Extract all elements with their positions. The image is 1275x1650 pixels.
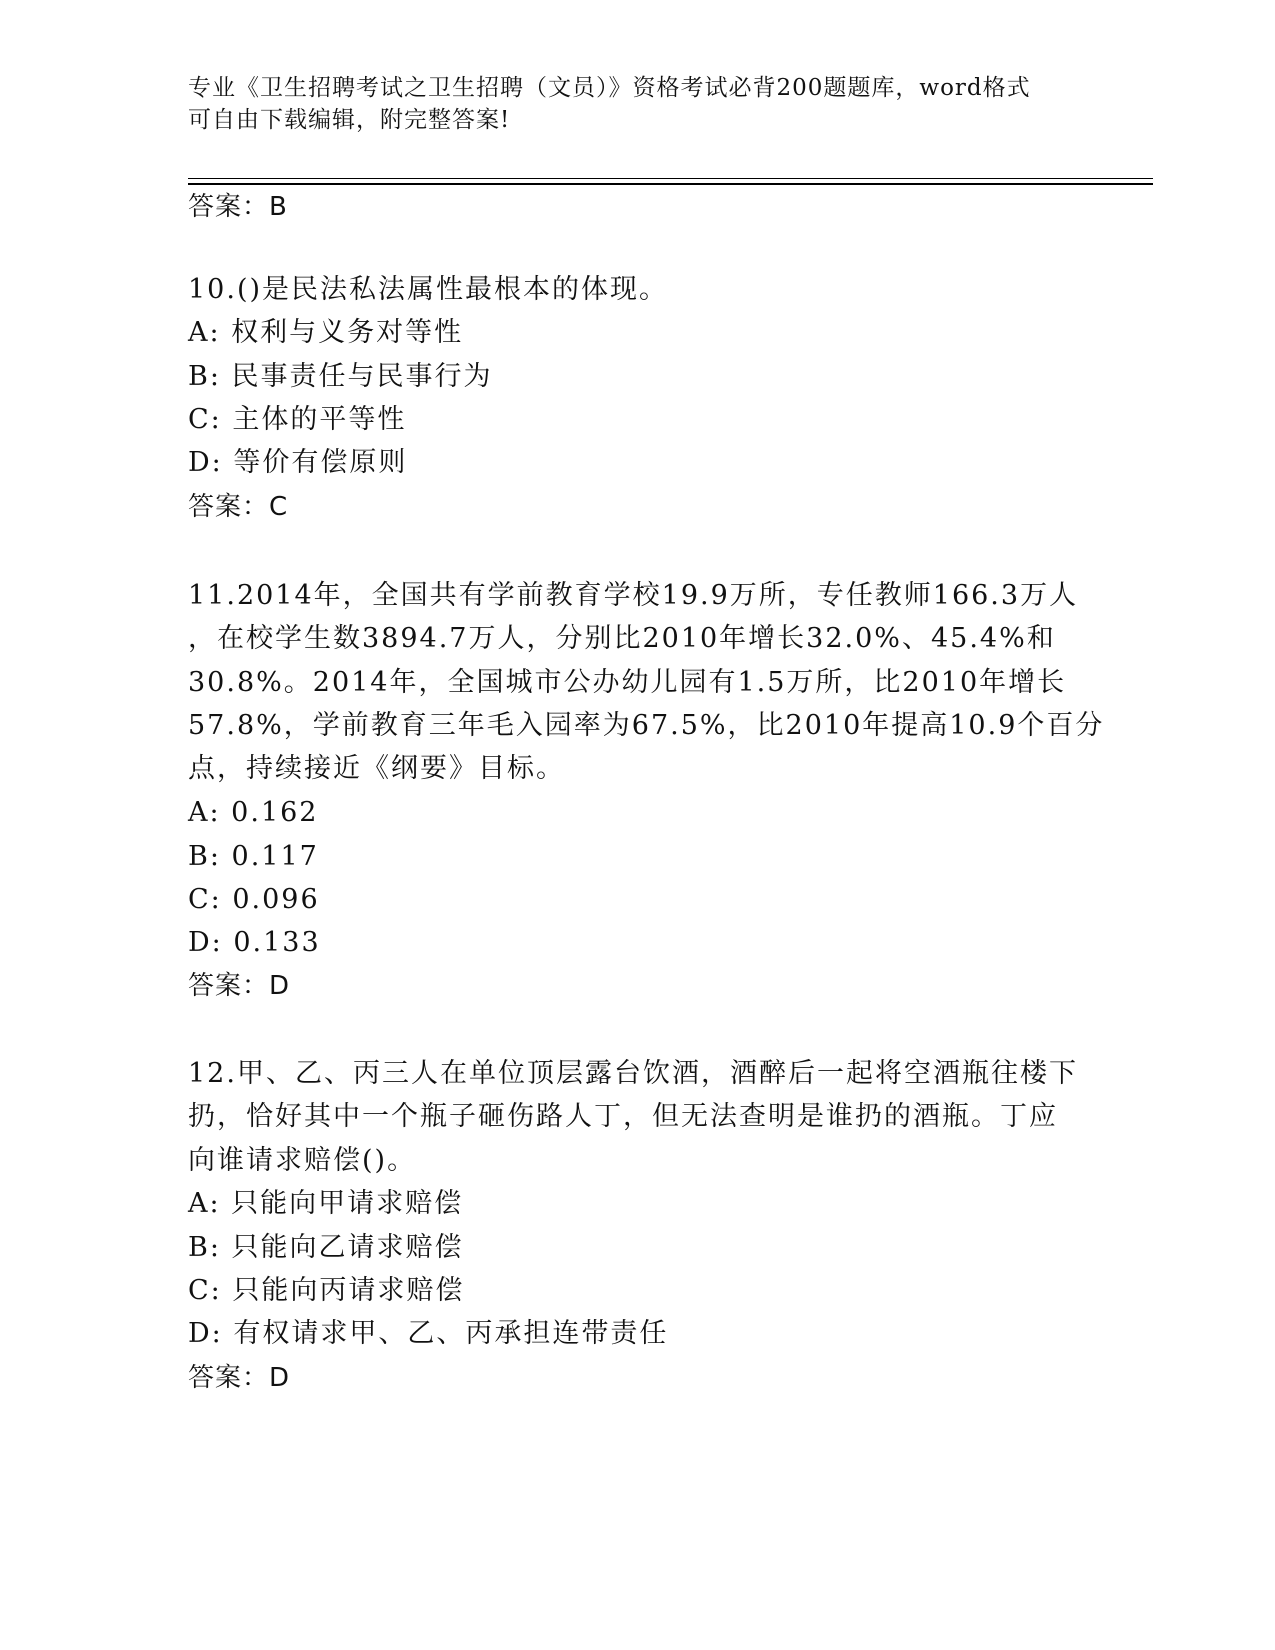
q11-stem-line-5: 点，持续接近《纲要》目标。	[188, 753, 565, 784]
q12-option-d: D: 有权请求甲、乙、丙承担连带责任	[188, 1318, 669, 1349]
q11-stem-line-1: 11.2014年，全国共有学前教育学校19.9万所，专任教师166.3万人	[188, 580, 1079, 611]
q12-answer: 答案：D	[188, 1363, 291, 1393]
q10-option-c: C: 主体的平等性	[188, 404, 407, 435]
q11-stem-line-3: 30.8%。2014年，全国城市公办幼儿园有1.5万所，比2010年增长	[188, 667, 1067, 698]
q10-option-d: D: 等价有偿原则	[188, 447, 408, 478]
q11-option-c: C: 0.096	[188, 884, 320, 915]
q10-stem: 10.()是民法私法属性最根本的体现。	[188, 274, 669, 305]
q10-option-a: A: 权利与义务对等性	[188, 317, 464, 348]
q12-stem-line-2: 扔，恰好其中一个瓶子砸伤路人丁，但无法查明是谁扔的酒瓶。丁应	[188, 1101, 1058, 1132]
q11-answer: 答案：D	[188, 971, 291, 1001]
q10-option-b: B: 民事责任与民事行为	[188, 361, 493, 392]
header-line-1: 专业《卫生招聘考试之卫生招聘（文员）》资格考试必背200题题库，word格式	[188, 75, 1031, 101]
header-line-2: 可自由下载编辑，附完整答案!	[188, 107, 511, 133]
header-divider-thin	[188, 178, 1153, 179]
q11-stem-line-4: 57.8%，学前教育三年毛入园率为67.5%，比2010年提高10.9个百分	[188, 710, 1105, 741]
q11-option-b: B: 0.117	[188, 841, 319, 872]
q12-option-b: B: 只能向乙请求赔偿	[188, 1232, 464, 1263]
q12-option-a: A: 只能向甲请求赔偿	[188, 1188, 464, 1219]
q12-stem-line-1: 12.甲、乙、丙三人在单位顶层露台饮酒，酒醉后一起将空酒瓶往楼下	[188, 1058, 1078, 1089]
previous-question-answer: 答案：B	[188, 192, 288, 222]
q11-stem-line-2: ，在校学生数3894.7万人，分别比2010年增长32.0%、45.4%和	[188, 623, 1056, 654]
q11-option-d: D: 0.133	[188, 927, 321, 958]
q10-answer: 答案：C	[188, 492, 289, 522]
q12-option-c: C: 只能向丙请求赔偿	[188, 1275, 465, 1306]
document-header	[188, 72, 1068, 136]
q11-option-a: A: 0.162	[188, 797, 319, 828]
q12-stem-line-3: 向谁请求赔偿()。	[188, 1145, 417, 1176]
header-divider-thick	[188, 183, 1153, 185]
